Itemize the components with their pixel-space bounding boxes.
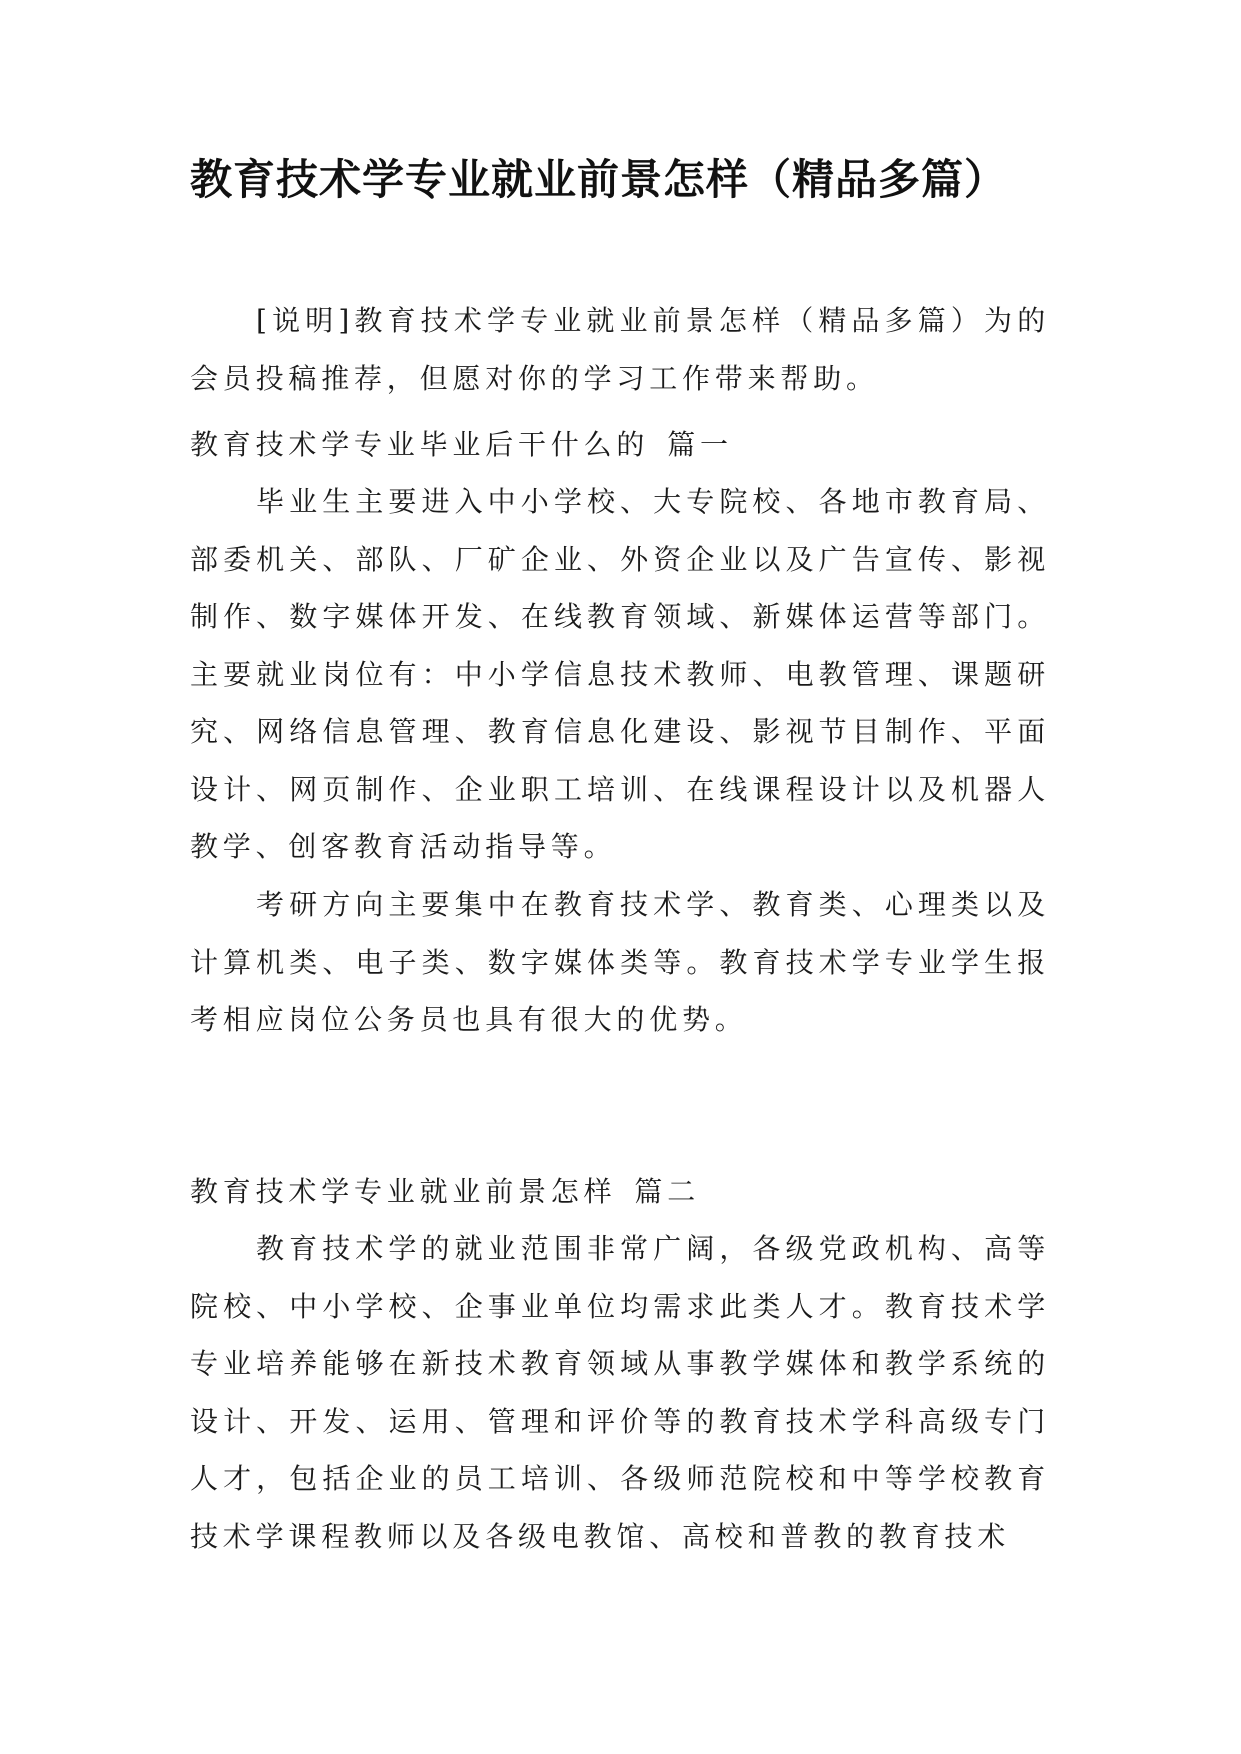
- section-part-label: 篇一: [667, 428, 733, 461]
- section-part-label: 篇二: [634, 1175, 701, 1208]
- section-1-paragraph-1: 毕业生主要进入中小学校、大专院校、各地市教育局、部委机关、部队、厂矿企业、外资企业以及广告宣传、影视制作、数字媒体开发、在线教育领域、新媒体运营等部门。主要就业岗位有：中小学信息技术教师、电教管理、课题研究、网络信息管理、教育信息化建设、影视节目制作、平面设计、网页制作、企业职工培训、在线课程设计以及机器人教学、创客教育活动指导等。: [190, 485, 1050, 863]
- section-2-paragraph-1: 教育技术学的就业范围非常广阔，各级党政机构、高等院校、中小学校、企事业单位均需求此类人才。教育技术学专业培养能够在新技术教育领域从事教学媒体和教学系统的设计、开发、运用、管理和评价等的教育技术学科高级专门人才，包括企业的员工培训、各级师范院校和中等学校教育技术学课程教师以及各级电教馆、高校和普教的教育技术: [190, 1232, 1050, 1553]
- document-title: 教育技术学专业就业前景怎样（精品多篇）: [190, 155, 1008, 204]
- section-1-paragraph-2: 考研方向主要集中在教育技术学、教育类、心理类以及计算机类、电子类、数字媒体类等。教育技术学专业学生报考相应岗位公务员也具有很大的优势。: [190, 888, 1050, 1036]
- section-heading-1: [190, 416, 733, 474]
- section-heading-text: 教育技术学专业毕业后干什么的: [190, 428, 650, 461]
- section-heading-text: 教育技术学专业就业前景怎样: [190, 1175, 617, 1208]
- intro-paragraph: [说明]教育技术学专业就业前景怎样（精品多篇）为的会员投稿推荐，但愿对你的学习工作带来帮助。: [190, 304, 1050, 395]
- section-heading-2: [190, 1163, 700, 1221]
